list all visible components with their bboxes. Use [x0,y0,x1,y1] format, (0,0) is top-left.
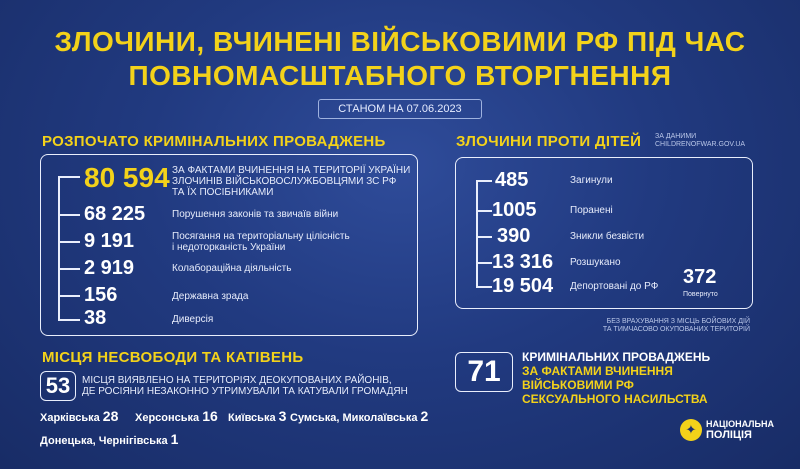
children-item-label: Поранені [570,205,613,216]
children-tree-line [476,180,478,286]
criminal-item-label: Державна зрада [172,291,249,302]
police-emblem-icon: ✦ [680,419,702,441]
children-returned-value: 372 [683,266,717,288]
children-item-label: Загинули [570,175,613,186]
children-item-value: 19 504 [492,275,554,297]
children-item-value: 485 [495,169,529,191]
region-item: Херсонська 16 [135,408,218,424]
children-section-title: ЗЛОЧИНИ ПРОТИ ДІТЕЙ [456,133,642,150]
children-item-value: 13 316 [492,251,554,273]
region-item: Київська 3 [228,408,287,424]
page-title-line2: ПОВНОМАСШТАБНОГО ВТОРГНЕННЯ [128,60,672,91]
criminal-total-value: 80 594 [84,162,170,193]
criminal-item-value: 38 [84,307,107,329]
children-returned-label: Повернуто [683,291,718,298]
criminal-item-label: Колабораційна діяльність [172,263,292,274]
criminal-item-label: Посягання на територіальну цілісність і недоторканість України [172,231,350,253]
detention-count: 53 [40,371,76,401]
criminal-total-desc: ЗА ФАКТАМИ ВЧИНЕННЯ НА ТЕРИТОРІЇ УКРАЇНИ ЗЛОЧИНІВ ВІЙСЬКОВОСЛУЖБОВЦЯМИ ЗС РФ ТА ЇХ ПОСІБНИКАМИ [172,165,411,198]
criminal-item-value: 156 [84,284,118,306]
criminal-item-label: Порушення законів та звичаїв війни [172,209,339,220]
criminal-section-title: РОЗПОЧАТО КРИМІНАЛЬНИХ ПРОВАДЖЕНЬ [42,133,386,150]
children-item-value: 390 [497,225,531,247]
sexual-desc: КРИМІНАЛЬНИХ ПРОВАДЖЕНЬ ЗА ФАКТАМИ ВЧИНЕННЯ ВІЙСЬКОВИМИ РФ СЕКСУАЛЬНОГО НАСИЛЬСТВА [522,350,711,406]
police-logo-text: НАЦІОНАЛЬНА ПОЛІЦІЯ [706,419,774,441]
criminal-item-value: 68 225 [84,203,146,225]
criminal-tree-line [58,176,60,319]
children-item-value: 1005 [492,199,537,221]
page-title-line1: ЗЛОЧИНИ, ВЧИНЕНІ ВІЙСЬКОВИМИ РФ ПІД ЧАС [54,26,746,57]
children-item-label: Депортовані до РФ [570,281,659,292]
region-item: Донецька, Чернігівська 1 [40,431,179,447]
children-note: БЕЗ ВРАХУВАННЯ З МІСЦЬ БОЙОВИХ ДІЙ ТА ТИМЧАСОВО ОКУПОВАНИХ ТЕРИТОРІЙ [602,318,750,333]
children-item-label: Розшукано [570,257,621,268]
criminal-item-value: 2 919 [84,257,135,279]
children-item-label: Зникли безвісти [570,231,645,242]
date-badge: СТАНОМ НА 07.06.2023 [318,99,482,119]
sexual-count: 71 [455,352,513,392]
criminal-item-label: Диверсія [172,314,214,325]
detention-section-title: МІСЦЯ НЕСВОБОДИ ТА КАТІВЕНЬ [42,349,304,366]
criminal-item-value: 9 191 [84,230,135,252]
region-item: Сумська, Миколаївська 2 [290,408,429,424]
detention-desc: МІСЦЯ ВИЯВЛЕНО НА ТЕРИТОРІЯХ ДЕОКУПОВАНИХ РАЙОНІВ, ДЕ РОСІЯНИ НЕЗАКОННО УТРИМУВАЛИ ТА КАТУВАЛИ ГРОМАДЯН [82,375,408,397]
region-item: Харківська 28 [40,408,119,424]
children-source: ЗА ДАНИМИ CHILDRENOFWAR.GOV.UA [655,133,746,148]
